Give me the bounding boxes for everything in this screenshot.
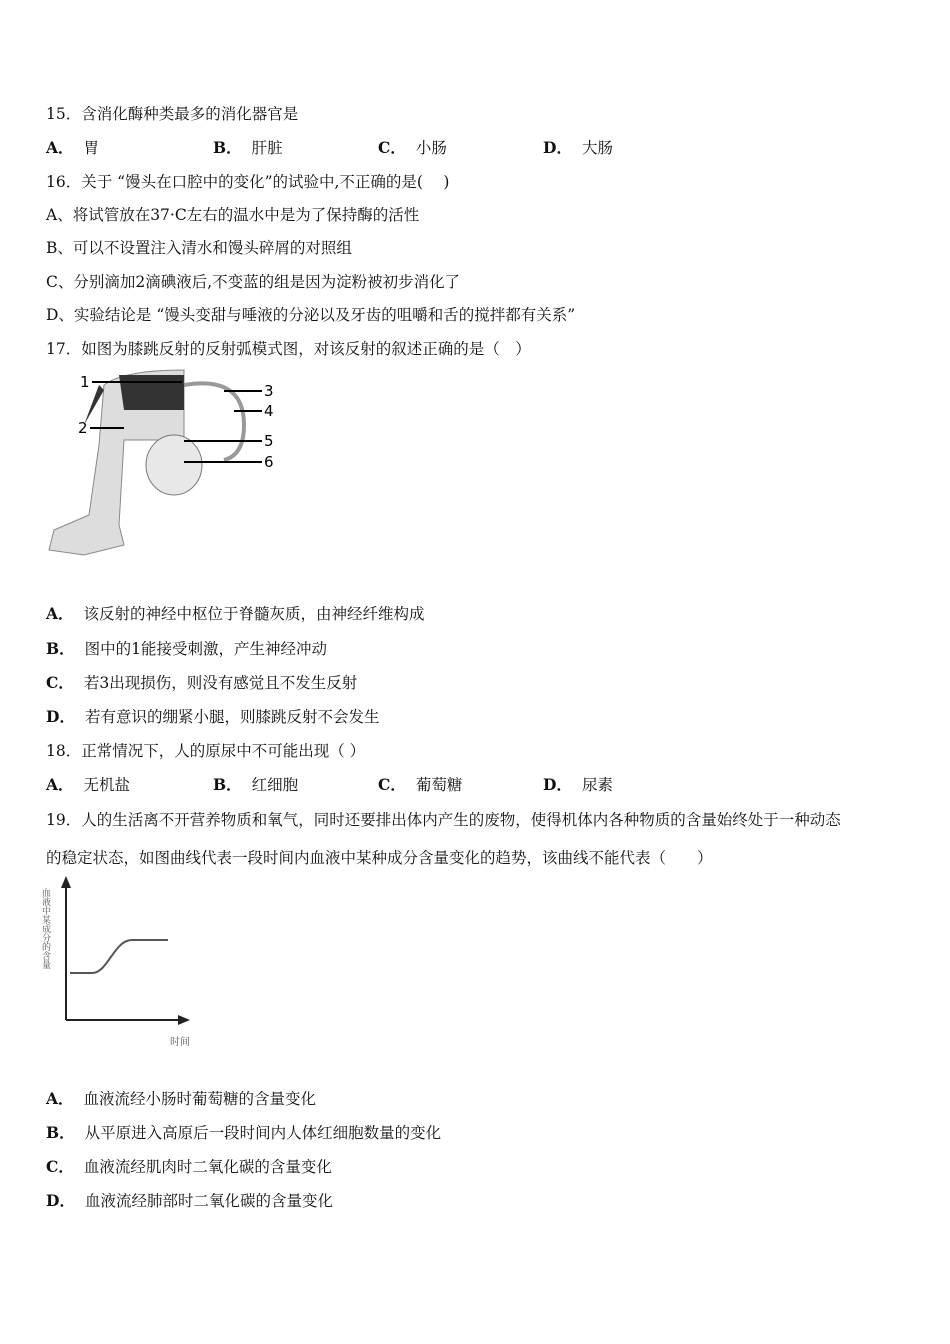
label-6: 6	[264, 453, 274, 471]
q17-stem: 17．如图为膝跳反射的反射弧模式图，对该反射的叙述正确的是（ ）	[46, 340, 531, 358]
graph-xlabel: 时间	[170, 1037, 190, 1048]
q18-stem: 18．正常情况下，人的原尿中不可能出现（ ）	[46, 742, 366, 760]
q19-curve-graph	[40, 870, 220, 1050]
label-4: 4	[264, 402, 274, 420]
q18-option-a: A． 无机盐	[46, 775, 131, 794]
q18-option-c: C． 葡萄糖	[378, 775, 463, 794]
q17-option-c: C． 若3出现损伤，则没有感觉且不发生反射	[46, 673, 358, 692]
label-1: 1	[80, 373, 90, 391]
q15-option-a: A． 胃	[46, 138, 100, 157]
label-3: 3	[264, 382, 274, 400]
label-2: 2	[78, 419, 88, 437]
q17-option-a: A． 该反射的神经中枢位于脊髓灰质，由神经纤维构成	[46, 604, 425, 623]
q17-option-d: D． 若有意识的绷紧小腿，则膝跳反射不会发生	[46, 707, 380, 726]
label-5: 5	[264, 432, 274, 450]
q15-option-d: D． 大肠	[543, 138, 613, 157]
q16-option-b: B、可以不设置注入清水和馒头碎屑的对照组	[46, 239, 352, 257]
q15-option-b: B． 肝脏	[213, 138, 283, 157]
q18-option-b: B． 红细胞	[213, 775, 299, 794]
q16-option-d: D、实验结论是 “馒头变甜与唾液的分泌以及牙齿的咀嚼和舌的搅拌都有关系”	[46, 306, 576, 324]
q19-option-d: D． 血液流经肺部时二氧化碳的含量变化	[46, 1191, 333, 1210]
graph-ylabel: 血液中某成分的含量	[40, 888, 50, 969]
q18-option-d: D． 尿素	[543, 775, 613, 794]
q17-option-b: B． 图中的1能接受刺激，产生神经冲动	[46, 639, 327, 658]
q16-option-a: A、将试管放在37·C左右的温水中是为了保持酶的活性	[46, 206, 420, 224]
q19-stem-line1: 19．人的生活离不开营养物质和氧气，同时还要排出体内产生的废物，使得机体内各种物质的含量始终处于一种动态	[46, 811, 841, 829]
q16-option-c: C、分别滴加2滴碘液后,不变蓝的组是因为淀粉被初步消化了	[46, 273, 461, 291]
q19-option-a: A． 血液流经小肠时葡萄糖的含量变化	[46, 1089, 317, 1108]
q19-option-c: C． 血液流经肌肉时二氧化碳的含量变化	[46, 1157, 332, 1176]
q19-option-b: B． 从平原进入高原后一段时间内人体红细胞数量的变化	[46, 1123, 442, 1142]
q16-stem: 16．关于 “馒头在口腔中的变化”的试验中,不正确的是( )	[46, 173, 450, 191]
q15-stem: 15．含消化酶种类最多的消化器官是	[46, 105, 299, 123]
q19-stem-line2: 的稳定状态，如图曲线代表一段时间内血液中某种成分含量变化的趋势，该曲线不能代表（ ）	[46, 849, 713, 867]
q15-option-c: C． 小肠	[378, 138, 447, 157]
knee-reflex-figure	[44, 365, 284, 575]
